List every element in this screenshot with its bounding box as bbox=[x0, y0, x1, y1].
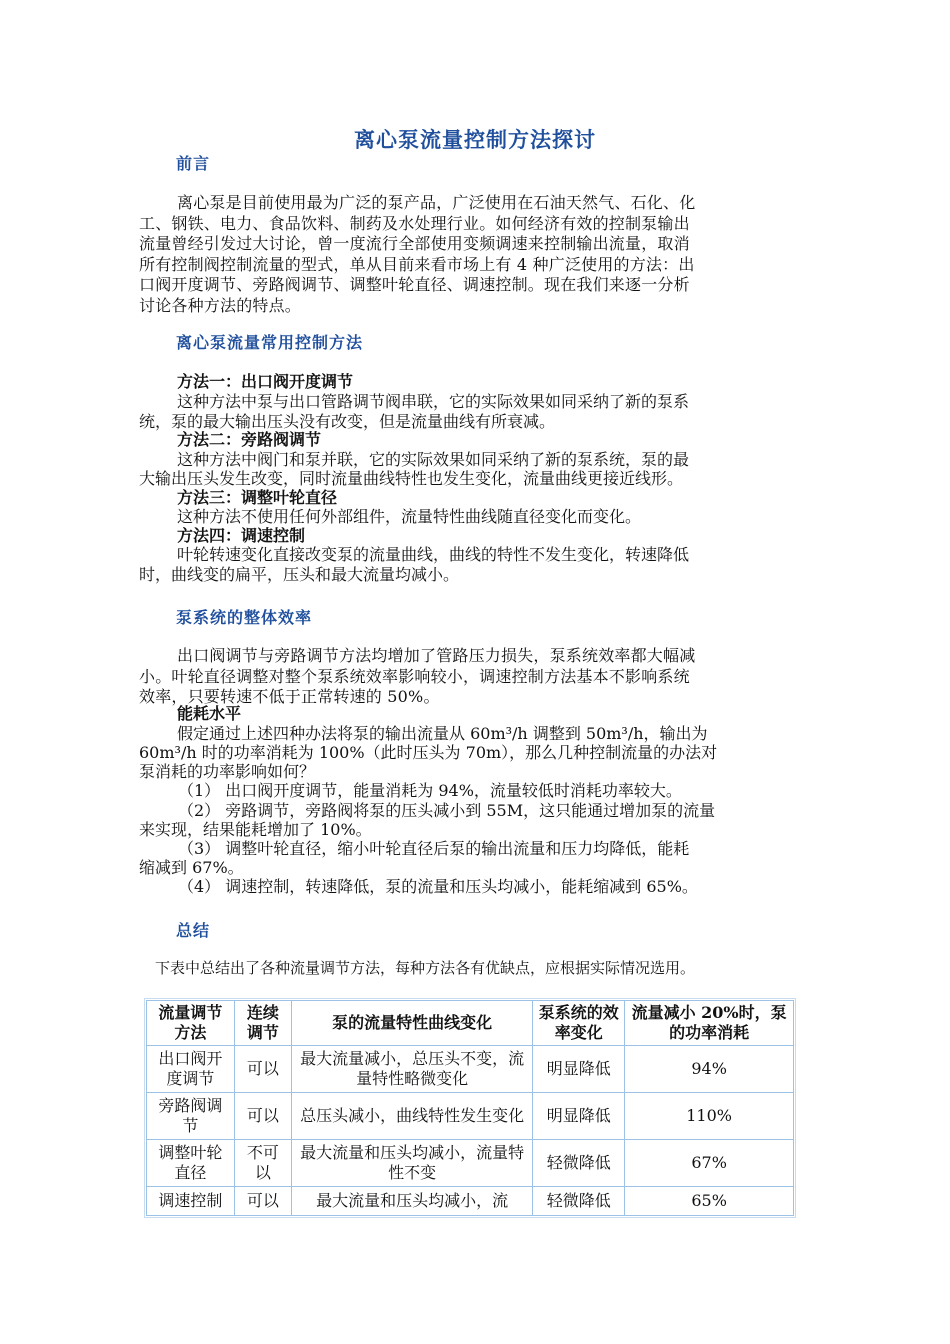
cell-continuous: 不可以 bbox=[234, 1140, 291, 1187]
cell-method: 调整叶轮直径 bbox=[147, 1140, 235, 1187]
header-power: 流量减小 20%时，泵的功率消耗 bbox=[625, 1001, 794, 1046]
cell-method: 出口阀开度调节 bbox=[147, 1046, 235, 1093]
heading-efficiency: 泵系统的整体效率 bbox=[176, 608, 313, 627]
cell-continuous: 可以 bbox=[234, 1093, 291, 1140]
text-line: 小。叶轮直径调整对整个泵系统效率影响较小，调速控制方法基本不影响系统 bbox=[139, 666, 690, 686]
cell-power: 94% bbox=[625, 1046, 794, 1093]
cell-method: 调速控制 bbox=[147, 1187, 235, 1216]
summary-intro: 下表中总结出了各种流量调节方法，每种方法各有优缺点，应根据实际情况选用。 bbox=[155, 959, 696, 977]
header-method: 流量调节方法 bbox=[147, 1001, 235, 1046]
text-line: 出口阀调节与旁路调节方法均增加了管路压力损失，泵系统效率都大幅减 bbox=[177, 646, 696, 665]
table-header-row bbox=[147, 1001, 794, 1046]
heading-preface: 前言 bbox=[176, 154, 211, 173]
cell-efficiency-change: 轻微降低 bbox=[533, 1187, 625, 1216]
cell-curve-change: 最大流量和压头均减小，流量特性不变 bbox=[291, 1140, 533, 1187]
cell-curve-change: 最大流量和压头均减小，流 bbox=[291, 1187, 533, 1216]
text-line: 讨论各种方法的特点。 bbox=[139, 295, 302, 315]
energy-item-1: （1） 出口阀开度调节，能量消耗为 94%，流量较低时消耗功率较大。 bbox=[178, 781, 682, 800]
method-3-title: 方法三：调整叶轮直径 bbox=[177, 488, 338, 507]
method-2-text: 这种方法中阀门和泵并联，它的实际效果如同采纳了新的泵系统，泵的最 bbox=[177, 450, 690, 469]
energy-item-2: （2） 旁路调节，旁路阀将泵的压头减小到 55M，这只能通过增加泵的流量 bbox=[178, 801, 716, 820]
cell-power: 65% bbox=[625, 1187, 794, 1216]
cell-method: 旁路阀调节 bbox=[147, 1093, 235, 1140]
energy-item-2-cont: 来实现，结果能耗增加了 10%。 bbox=[139, 820, 372, 839]
text-line: 工、钢铁、电力、食品饮料、制药及水处理行业。如何经济有效的控制泵输出 bbox=[139, 213, 690, 233]
method-3-text: 这种方法不使用任何外部组件，流量特性曲线随直径变化而变化。 bbox=[177, 507, 642, 526]
method-2-text: 大输出压头发生改变，同时流量曲线特性也发生变化，流量曲线更接近线形。 bbox=[139, 469, 684, 488]
method-4-title: 方法四：调速控制 bbox=[177, 526, 306, 545]
cell-curve-change: 最大流量减小，总压头不变，流量特性略微变化 bbox=[291, 1046, 533, 1093]
cell-efficiency-change: 轻微降低 bbox=[533, 1140, 625, 1187]
cell-power: 67% bbox=[625, 1140, 794, 1187]
method-1-text: 这种方法中泵与出口管路调节阀串联，它的实际效果如同采纳了新的泵系 bbox=[177, 392, 690, 411]
cell-power: 110% bbox=[625, 1093, 794, 1140]
page-title: 离心泵流量控制方法探讨 bbox=[354, 127, 596, 152]
energy-text: 60m³/h 时的功率消耗为 100%（此时压头为 70m），那么几种控制流量的办法对 bbox=[139, 743, 718, 762]
heading-summary: 总结 bbox=[176, 921, 211, 940]
cell-curve-change: 总压头减小，曲线特性发生变化 bbox=[291, 1093, 533, 1140]
method-1-text: 统，泵的最大输出压头没有改变，但是流量曲线有所衰减。 bbox=[139, 412, 556, 431]
preface-paragraph bbox=[139, 193, 801, 316]
table-row bbox=[147, 1187, 794, 1216]
energy-text: 假定通过上述四种办法将泵的输出流量从 60m³/h 调整到 50m³/h，输出为 bbox=[177, 724, 708, 743]
cell-efficiency-change: 明显降低 bbox=[533, 1093, 625, 1140]
header-curve-change: 泵的流量特性曲线变化 bbox=[291, 1001, 533, 1046]
text-line: 离心泵是目前使用最为广泛的泵产品，广泛使用在石油天然气、石化、化 bbox=[177, 193, 696, 212]
table-row bbox=[147, 1093, 794, 1140]
cell-efficiency-change: 明显降低 bbox=[533, 1046, 625, 1093]
text-line: 效率，只要转速不低于正常转速的 50%。 bbox=[139, 687, 440, 706]
energy-title: 能耗水平 bbox=[177, 704, 242, 723]
text-line: 流量曾经引发过大讨论，曾一度流行全部使用变频调速来控制输出流量，取消 bbox=[139, 234, 690, 253]
table-row bbox=[147, 1046, 794, 1093]
method-4-text: 时，曲线变的扁平，压头和最大流量均减小。 bbox=[139, 565, 460, 584]
header-efficiency-change: 泵系统的效率变化 bbox=[533, 1001, 625, 1046]
method-2-title: 方法二：旁路阀调节 bbox=[177, 430, 322, 449]
cell-continuous: 可以 bbox=[234, 1187, 291, 1216]
energy-item-3: （3） 调整叶轮直径，缩小叶轮直径后泵的输出流量和压力均降低，能耗 bbox=[178, 839, 690, 858]
text-line: 所有控制阀控制流量的型式，单从目前来看市场上有 4 种广泛使用的方法：出 bbox=[139, 254, 695, 274]
energy-item-4: （4） 调速控制，转速降低，泵的流量和压头均减小，能耗缩减到 65%。 bbox=[178, 877, 698, 896]
heading-methods: 离心泵流量常用控制方法 bbox=[176, 333, 364, 352]
text-line: 口阀开度调节、旁路阀调节、调整叶轮直径、调速控制。现在我们来逐一分析 bbox=[139, 275, 690, 294]
table-row bbox=[147, 1140, 794, 1187]
header-continuous: 连续调节 bbox=[234, 1001, 291, 1046]
summary-table bbox=[146, 1000, 794, 1216]
efficiency-paragraph bbox=[139, 646, 801, 708]
energy-item-3-cont: 缩减到 67%。 bbox=[139, 858, 244, 877]
method-4-text: 叶轮转速变化直接改变泵的流量曲线，曲线的特性不发生变化，转速降低 bbox=[177, 545, 690, 564]
cell-continuous: 可以 bbox=[234, 1046, 291, 1093]
energy-text: 泵消耗的功率影响如何？ bbox=[139, 762, 316, 781]
method-1-title: 方法一：出口阀开度调节 bbox=[177, 372, 354, 391]
